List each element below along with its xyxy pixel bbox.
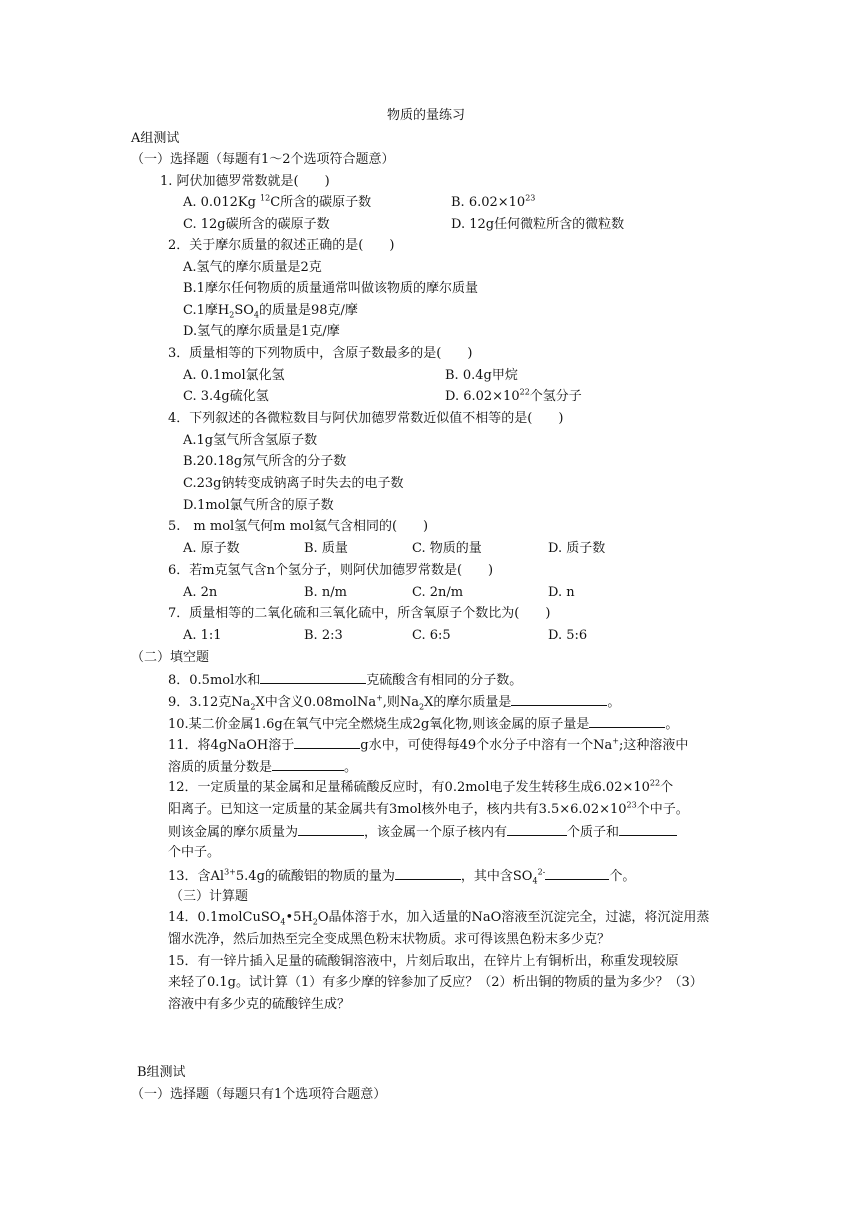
question-12-line-2: 阳离子。已知这一定质量的某金属共有3mol核外电子，核内共有$3.5\times 6.02\times 10^{23}$个中子。 (168, 800, 689, 817)
question-8: 8．0.5mol水和 克硫酸含有相同的分子数。 (168, 669, 522, 691)
q6-option-b: B. n/m (304, 585, 347, 600)
q4-option-a: A.1g氢气所含氢原子数 (183, 433, 318, 448)
q2-option-d: D.氢气的摩尔质量是1克/摩 (183, 324, 340, 339)
q6-option-a: A. 2n (183, 585, 218, 600)
q1-option-a: A. 0.012Kg $^{12}$C所含的碳原子数 (183, 193, 372, 210)
question-11-line-2: 溶质的质量分数是 。 (168, 756, 357, 778)
question-7-stem: 7．质量相等的二氧化硫和三氧化硫中，所含氧原子个数比为( ) (168, 606, 551, 621)
answer-blank (260, 669, 366, 684)
q1-option-c: C. 12g碳所含的碳原子数 (183, 217, 330, 232)
section-calc-heading: （三）计算题 (170, 889, 249, 904)
question-14-line-1: 14．$0.1molCuSO_4•5H_2O$晶体溶于水，加入适量的NaO溶液至沉淀完全，过滤，将沉淀用蒸 (168, 910, 710, 927)
question-13: 13．含$Al^{3+}5.4g$的硫酸铝的物质的量为 ，其中含$SO_4^{2-}$ 个。 (168, 865, 635, 887)
question-4-stem: 4．下列叙述的各微粒数目与阿伏加德罗常数近似值不相等的是( ) (168, 411, 564, 426)
q2-option-c: C.1摩$H_2SO_4$的质量是98克/摩 (183, 303, 358, 320)
q1-option-b: B. $6.02\times 10^{23}$ (451, 193, 536, 210)
q3-option-d: D. $6.02\times 10^{22}$个氢分子 (445, 387, 582, 404)
question-15-line-1: 15．有一锌片插入足量的硫酸铜溶液中，片刻后取出，在锌片上有铜析出，称重发现较原 (168, 954, 679, 969)
group-a-heading: A组测试 (131, 131, 180, 146)
question-1-stem: 1. 阿伏加德罗常数就是( ) (160, 174, 330, 189)
question-9: 9．3.12克$Na_2X$中含义0.08molNa+,则$Na_2X$的摩尔质量是 。 (168, 691, 620, 713)
answer-blank (507, 821, 567, 836)
q5-option-a: A. 原子数 (183, 541, 240, 556)
question-12-line-1: 12．一定质量的某金属和足量稀硫酸反应时，有0.2mol电子发生转移生成$6.02\times 10^{22}$个 (168, 778, 674, 795)
question-12-line-3: 则该金属的摩尔质量为 ，该金属一个原子核内有 个质子和 (168, 821, 677, 843)
q7-option-b: B. 2:3 (304, 628, 343, 643)
group-b-choice-heading: （一）选择题（每题只有1个选项符合题意） (131, 1087, 387, 1102)
q5-option-c: C. 物质的量 (412, 541, 482, 556)
answer-blank (589, 713, 665, 728)
answer-blank (294, 734, 360, 749)
answer-blank (395, 865, 461, 880)
q6-option-c: C. 2n/m (412, 585, 464, 600)
q5-option-d: D. 质子数 (548, 541, 606, 556)
q4-option-c: C.23g钠转变成钠离子时失去的电子数 (183, 476, 404, 491)
q2-option-b: B.1摩尔任何物质的质量通常叫做该物质的摩尔质量 (183, 281, 478, 296)
question-14-line-2: 馏水洗净，然后加热至完全变成黑色粉末状物质。求可得该黑色粉末多少克？ (168, 932, 611, 947)
q7-option-c: C. 6:5 (412, 628, 451, 643)
question-6-stem: 6．若m克氢气含n个氢分子，则阿伏加德罗常数是( ) (168, 563, 494, 578)
q2-option-a: A.氢气的摩尔质量是2克 (183, 260, 322, 275)
answer-blank (298, 821, 364, 836)
question-5-stem: 5. m mol氢气何m mol氦气含相同的( ) (168, 519, 429, 534)
q3-option-a: A. 0.1mol氯化氢 (183, 368, 285, 383)
q4-option-d: D.1mol氯气所含的原子数 (183, 498, 334, 513)
q7-option-a: A. 1:1 (183, 628, 222, 643)
section-choice-heading: （一）选择题（每题有1～2个选项符合题意） (131, 152, 395, 167)
answer-blank (619, 821, 677, 836)
group-b-heading: B组测试 (137, 1065, 186, 1080)
question-15-line-2: 来轻了0.1g。试计算（1）有多少摩的锌参加了反应？（2）析出铜的物质的量为多少？（3） (168, 975, 703, 990)
answer-blank (545, 865, 609, 880)
section-fill-heading: （二）填空题 (131, 650, 210, 665)
page-title: 物质的量练习 (387, 108, 466, 123)
question-3-stem: 3．质量相等的下列物质中，含原子数最多的是( ) (168, 346, 473, 361)
q5-option-b: B. 质量 (304, 541, 348, 556)
q3-option-c: C. 3.4g硫化氢 (183, 389, 269, 404)
q7-option-d: D. 5:6 (548, 628, 588, 643)
q3-option-b: B. 0.4g甲烷 (445, 368, 518, 383)
question-10: 10.某二价金属1.6g在氧气中完全燃烧生成2g氧化物,则该金属的原子量是 。 (168, 713, 678, 735)
answer-blank (272, 756, 344, 771)
question-2-stem: 2．关于摩尔质量的叙述正确的是( ) (168, 238, 395, 253)
question-12-line-4: 个中子。 (168, 845, 221, 860)
question-15-line-3: 溶液中有多少克的硫酸锌生成？ (168, 997, 351, 1012)
answer-blank (511, 691, 607, 706)
question-11-line-1: 11．将4gNaOH溶于 g水中，可使得每49个水分子中溶有一个Na+;这种溶液中 (168, 734, 688, 756)
q6-option-d: D. n (548, 585, 575, 600)
q1-option-d: D. 12g任何微粒所含的微粒数 (451, 217, 625, 232)
q4-option-b: B.20.18g氖气所含的分子数 (183, 454, 347, 469)
